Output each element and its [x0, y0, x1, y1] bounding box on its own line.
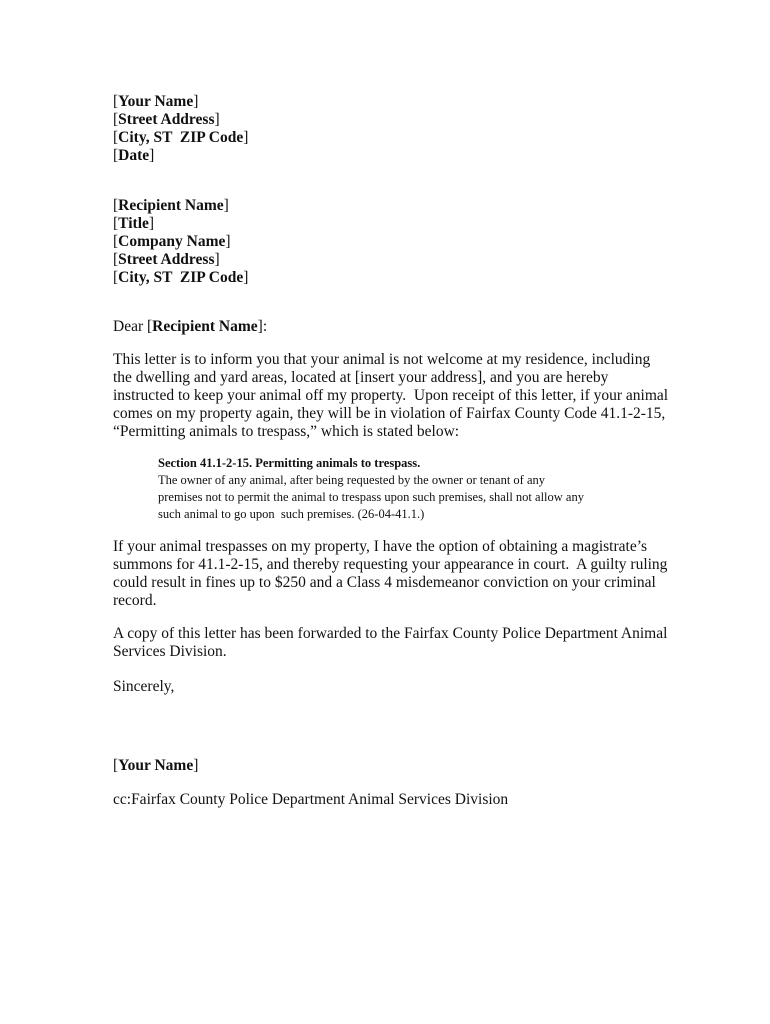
sender-date-line: [Date] — [113, 147, 155, 164]
sender-name-line: [Your Name] — [113, 93, 199, 110]
code-quote: Section 41.1-2-15. Permitting animals to trespass. The owner of any animal, after being requested by the owner or tenant of any premises not to permit the animal to trespass upon such premises, shall not allow any such animal to go upon such premises. (26-04-41.1.) — [158, 455, 658, 523]
sender-city-line: [City, ST ZIP Code] — [113, 129, 249, 146]
code-quote-heading: Section 41.1-2-15. Permitting animals to trespass. — [158, 456, 421, 470]
recipient-name-line: [Recipient Name] — [113, 197, 229, 214]
sender-street-line: [Street Address] — [113, 111, 220, 128]
body-paragraph-2: If your animal trespasses on my property, I have the option of obtaining a magistrate’s summons for 41.1-2-15, and thereby requesting your appearance in court. A guilty ruling could result in fines up to $250 and a Class 4 misdemeanor conviction on your criminal record. — [113, 538, 668, 609]
recipient-company-line: [Company Name] — [113, 233, 231, 250]
recipient-street-line: [Street Address] — [113, 251, 220, 268]
cc-line: cc:Fairfax County Police Department Animal Services Division — [113, 791, 509, 808]
signature-name: [Your Name] — [113, 757, 199, 774]
recipient-block — [113, 197, 673, 287]
body-paragraph-1: This letter is to inform you that your animal is not welcome at my residence, including the dwelling and yard areas, located at [insert your address], and you are hereby instructed to keep your animal off my property. Upon receipt of this letter, if your animal comes on my property again, they will be in violation of Fairfax County Code 41.1-2-15, “Permitting animals to trespass,” which is stated below: — [113, 351, 669, 440]
recipient-city-line: [City, ST ZIP Code] — [113, 269, 249, 286]
recipient-title-line: [Title] — [113, 215, 155, 232]
salutation: Dear [Recipient Name]: — [113, 318, 268, 335]
body-paragraph-3: A copy of this letter has been forwarded to the Fairfax County Police Department Animal Services Division. — [113, 625, 668, 660]
sender-block — [113, 93, 673, 165]
closing: Sincerely, — [113, 678, 175, 695]
